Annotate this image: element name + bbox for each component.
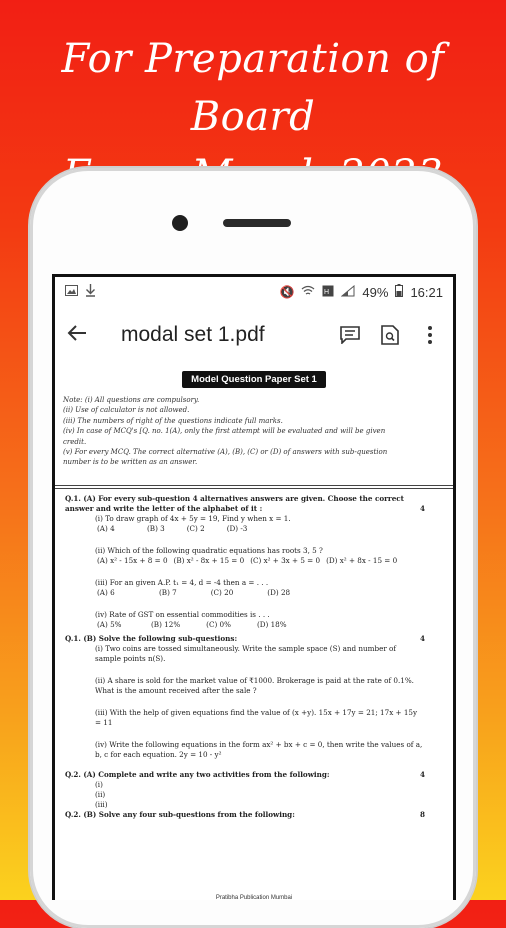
download-icon xyxy=(85,284,96,300)
options xyxy=(55,620,453,630)
app-bar xyxy=(55,307,453,363)
question-1b xyxy=(55,634,453,760)
arrow-back-icon[interactable] xyxy=(67,321,107,349)
phone-screen xyxy=(52,274,456,900)
sub-question: (ii) A share is sold for the market value of ₹1000. Brokerage is paid at the rate of 0.1%. What is the amount received after the sale ? xyxy=(95,676,414,695)
note-line: (iv) In case of MCQ's [Q. no. 1(A), only the first attempt will be evaluated and will be given xyxy=(63,427,386,436)
option: (C) 20 xyxy=(210,588,234,597)
option: (B) 3 xyxy=(147,524,165,533)
questions xyxy=(55,494,453,820)
option: (C) 2 xyxy=(186,524,205,533)
sub-question: (iii) For an given A.P. t₁ = 4, d = -4 then a = . . . xyxy=(95,578,269,587)
option: (A) 6 xyxy=(97,588,115,597)
marks: 4 xyxy=(419,504,425,513)
marks: 4 xyxy=(419,770,425,779)
note-line: Note: (i) All questions are compulsory. xyxy=(63,396,200,404)
sub-question: (i) Two coins are tossed simultaneously. Write the sample space (S) and number of sample points n(S). xyxy=(95,644,397,663)
option: (D) 18% xyxy=(256,620,287,629)
search-doc-icon[interactable] xyxy=(379,324,401,346)
note-line: (iii) The numbers of right of the questions indicate full marks. xyxy=(63,416,283,425)
notes-block xyxy=(63,395,448,468)
note-line: (ii) Use of calculator is not allowed. xyxy=(63,406,190,415)
note-line: credit. xyxy=(63,437,87,446)
photo-icon xyxy=(65,285,78,299)
sub-question: (i) To draw graph of 4x + 5y = 19, Find y when x = 1. xyxy=(95,514,291,523)
sub-question: (iii) xyxy=(95,800,108,809)
more-icon[interactable] xyxy=(419,324,441,346)
signal-icon xyxy=(341,285,355,300)
note-line: (v) For every MCQ. The correct alternative (A), (B), (C) or (D) of answers with sub-question xyxy=(63,448,388,457)
option: (B) x² - 8x + 15 = 0 xyxy=(173,556,245,565)
options xyxy=(55,556,453,566)
option: (D) x² + 8x - 15 = 0 xyxy=(326,556,398,565)
option: (C) 0% xyxy=(206,620,231,629)
option: (C) x² + 3x + 5 = 0 xyxy=(250,556,321,565)
note-line: number is to be written as an answer. xyxy=(63,458,198,467)
option: (A) x² - 15x + 8 = 0 xyxy=(97,556,168,565)
phone-camera xyxy=(172,215,188,231)
sub-question: (iv) Rate of GST on essential commodities is . . . xyxy=(95,610,270,619)
sub-question: (i) xyxy=(95,780,103,789)
mute-icon: 🔇 xyxy=(279,285,295,299)
paper-title: Model Question Paper Set 1 xyxy=(182,371,326,388)
headline-line-1: For Preparation of Board xyxy=(61,36,445,140)
question-heading: Q.2. (B) Solve any four sub-questions from the following: xyxy=(65,810,295,819)
sub-question: (ii) Which of the following quadratic equations has roots 3, 5 ? xyxy=(95,546,323,555)
status-bar xyxy=(55,277,453,307)
clock: 16:21 xyxy=(410,284,443,300)
option: (B) 7 xyxy=(159,588,177,597)
sub-question: (ii) xyxy=(95,790,106,799)
divider xyxy=(55,485,453,486)
phone-speaker xyxy=(223,219,291,227)
battery-level: 49% xyxy=(362,284,389,300)
marks: 8 xyxy=(419,810,425,819)
page-footer: Pratibha Publication Mumbai xyxy=(215,895,293,900)
options xyxy=(55,588,453,598)
marks: 4 xyxy=(419,634,425,643)
question-heading: Q.1. (A) For every sub-question 4 alternatives answers are given. Choose the correct answer and write the letter of the alphabet of it : xyxy=(65,494,404,513)
sub-question: (iv) Write the following equations in the form ax² + bx + c = 0, then write the values of a, b, c for each equation. 2y = 10 - y² xyxy=(95,740,423,759)
question-1a xyxy=(55,494,453,630)
battery-icon xyxy=(395,284,403,300)
question-heading: Q.2. (A) Complete and write any two activities from the following: xyxy=(65,770,330,779)
question-2b xyxy=(55,810,453,820)
question-heading: Q.1. (B) Solve the following sub-questions: xyxy=(65,634,238,643)
question-2a xyxy=(55,770,453,810)
options xyxy=(55,524,453,534)
option: (B) 12% xyxy=(151,620,181,629)
document-title: modal set 1.pdf xyxy=(121,323,265,346)
comment-icon[interactable] xyxy=(339,324,361,346)
option: (D) 28 xyxy=(267,588,291,597)
pdf-page[interactable] xyxy=(55,367,453,900)
option: (A) 4 xyxy=(97,524,115,533)
svg-text:H: H xyxy=(324,288,330,296)
wifi-icon xyxy=(301,285,315,299)
sub-question: (iii) With the help of given equations find the value of (x +y). 15x + 17y = 21; 17x + 15y = 11 xyxy=(95,708,418,727)
option: (D) -3 xyxy=(226,524,248,533)
hd-icon xyxy=(322,285,334,300)
option: (A) 5% xyxy=(97,620,122,629)
divider xyxy=(55,488,453,489)
